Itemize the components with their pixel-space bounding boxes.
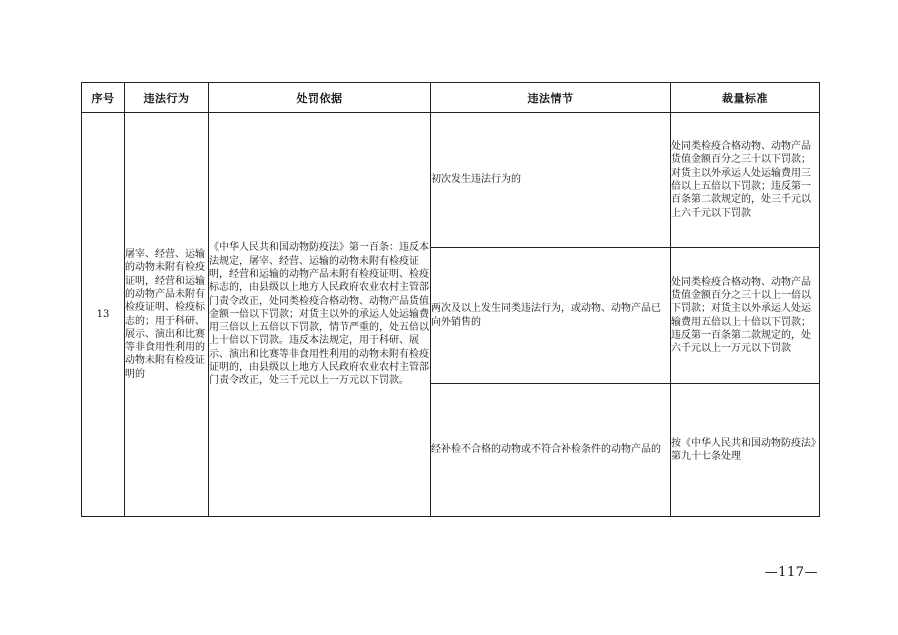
header-circumstance: 违法情节: [431, 83, 671, 113]
penalty-discretion-table: [81, 82, 820, 517]
page-number: —117—: [764, 565, 818, 580]
header-discretion-standard: 裁量标准: [671, 83, 820, 113]
case-1-standard: 处同类检疫合格动物、动物产品货值金额百分之三十以下罚款；对货主以外承运人处运输费用三倍以上五倍以下罚款；违反第一百条第二款规定的，处三千元以上六千元以下罚款: [671, 113, 820, 248]
case-3-standard: 按《中华人民共和国动物防疫法》第九十七条处理: [671, 384, 820, 517]
row-violation: 屠宰、经营、运输的动物未附有检疫证明，经营和运输的动物产品未附有检疫证明、检疫标志的；用于科研、展示、演出和比赛等非食用性利用的动物未附有检疫证明的: [125, 113, 209, 517]
case-2-circumstance: 两次及以上发生同类违法行为，或动物、动物产品已向外销售的: [431, 248, 671, 384]
case-3-circumstance: 经补检不合格的动物或不符合补检条件的动物产品的: [431, 384, 671, 517]
case-2-standard: 处同类检疫合格动物、动物产品货值金额百分之三十以上一倍以下罚款；对货主以外承运人处运输费用五倍以上十倍以下罚款；违反第一百条第二款规定的，处六千元以上一万元以下罚款: [671, 248, 820, 384]
table-header-row: [82, 83, 820, 113]
case-1-circumstance: 初次发生违法行为的: [431, 113, 671, 248]
row-serial-number: 13: [82, 113, 125, 517]
table-row: [82, 113, 820, 248]
row-penalty-basis: 《中华人民共和国动物防疫法》第一百条：违反本法规定，屠宰、经营、运输的动物未附有检疫证明，经营和运输的动物产品未附有检疫证明、检疫标志的，由县级以上地方人民政府农业农村主管部门责令改正，处同类检疫合格动物、动物产品货值金额一倍以下罚款；对货主以外的承运人处运输费用三倍以上五倍以下罚款，情节严重的，处五倍以上十倍以下罚款。违反本法规定，用于科研、展示、演出和比赛等非食用性利用的动物未附有检疫证明的，由县级以上地方人民政府农业农村主管部门责令改正，处三千元以上一万元以下罚款。: [209, 113, 431, 517]
header-penalty-basis: 处罚依据: [209, 83, 431, 113]
header-violation: 违法行为: [125, 83, 209, 113]
header-serial-number: 序号: [82, 83, 125, 113]
